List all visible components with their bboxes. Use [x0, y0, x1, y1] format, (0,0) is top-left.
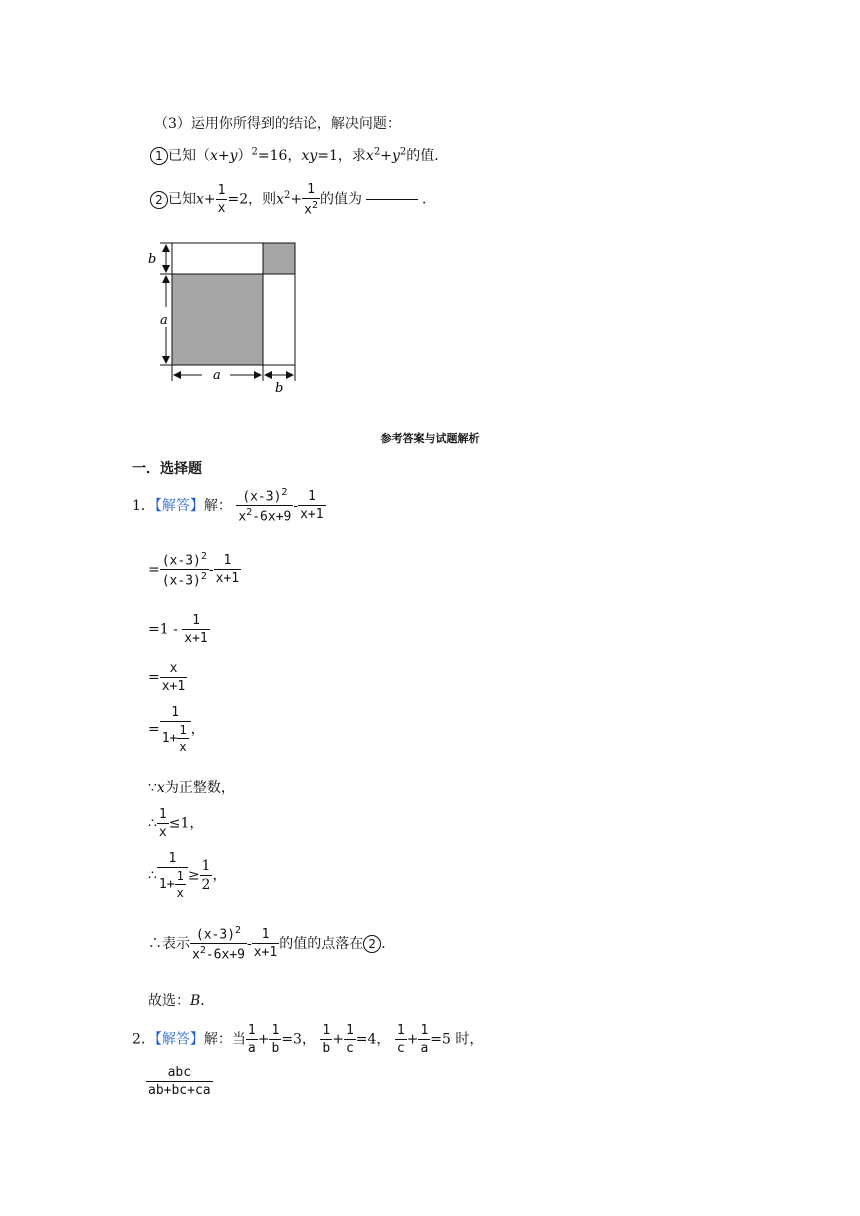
q3-item1: 1 已知$(x+y)^2=16$，xy=1，求$x^2+y^2$的值． — [150, 145, 448, 165]
fraction: $\frac{1}{b}$ — [271, 1023, 280, 1056]
fraction: $\frac{1}{x+1}$ — [184, 613, 208, 646]
section-heading: 一．选择题 — [132, 461, 202, 477]
label-a-left: a — [160, 313, 168, 328]
q1-because: ∵x为正整数， — [148, 780, 235, 796]
fraction: $\frac{1}{b}$ — [322, 1023, 331, 1056]
fraction: $\frac{(x-3)^2}{x^2-6x+9}$ — [238, 487, 292, 525]
q1-step-2: =1 - $\frac{1}{x+1}$ — [148, 613, 208, 646]
label-a-bottom: a — [213, 368, 221, 383]
fraction: $\frac{1}{2}$ — [201, 858, 211, 893]
answer-tag: 【解答】 — [154, 497, 204, 514]
fraction: 1 1+ $\frac{1}{x}$ — [157, 852, 188, 899]
q2-first-line: 2．【解答】解：当 $\frac{1}{a}$ + $\frac{1}{b}$ =3， $\frac{1}{b}$ + $\frac{1}{c}$ =4， $\frac{1}{c}$ + $\frac{1}{a}$ =5 时， — [132, 1023, 484, 1056]
fraction: $\frac{x}{x+1}$ — [161, 661, 186, 694]
fraction: $\frac{1}{x+1}$ — [300, 489, 324, 523]
circled-number-2: 2 — [150, 191, 168, 209]
fraction: $\frac{1}{c}$ — [396, 1023, 405, 1056]
answer-tag: 【解答】 — [154, 1031, 204, 1048]
shaded-a-square — [172, 274, 263, 365]
q1-step-3: = $\frac{x}{x+1}$ — [148, 661, 186, 694]
fraction: $\frac{1}{x+1}$ — [253, 927, 278, 961]
fraction: 1 1+ $\frac{1}{x}$ — [160, 706, 191, 753]
square-diagram — [140, 235, 310, 395]
q1-step-4: = 1 1+ $\frac{1}{x}$ ， — [148, 705, 205, 754]
fraction: $\frac{1}{c}$ — [345, 1023, 354, 1056]
shaded-b-square — [263, 243, 295, 274]
answer-blank — [366, 199, 418, 200]
q3-item2: 2 已知x+ $\frac{1}{x}$ =2，则$x^2+$ $\frac{1}{x^2}$ 的值为 ． — [150, 183, 436, 216]
q1-therefore-1: ∴ $\frac{1}{x}$ ≤1， — [148, 807, 204, 840]
q1-therefore-2: ∴ 1 1+ $\frac{1}{x}$ ≥ $\frac{1}{2}$ ， — [148, 851, 227, 900]
label-b-bottom: b — [275, 381, 284, 395]
circled-number-1: 1 — [150, 147, 168, 165]
fraction: $\frac{\text{abc}}{ab+bc+ca}$ — [148, 1065, 211, 1098]
circled-number-2: 2 — [363, 935, 381, 953]
answers-title: 参考答案与试题解析 — [380, 432, 480, 445]
q1-first-line: 1．【解答】解： $\frac{(x-3)^2}{x^2-6x+9}$ - $\frac{1}{x+1}$ — [132, 487, 324, 525]
fraction: $\frac{(x-3)^2}{x^2-6x+9}$ — [192, 925, 245, 963]
q2-expression — [146, 1066, 213, 1097]
fraction: $\frac{(x-3)^2}{(x-3)^2}$ — [161, 551, 207, 589]
fraction: $\frac{1}{x+1}$ — [215, 553, 240, 587]
q1-step-1: = $\frac{(x-3)^2}{(x-3)^2}$ - $\frac{1}{x+1}$ — [148, 551, 240, 589]
q1-choice: 故选：B． — [148, 993, 215, 1009]
label-b-left: b — [148, 252, 157, 267]
fraction: $\frac{1}{a}$ — [247, 1023, 256, 1056]
q1-therefore-3: ∴表示 $\frac{(x-3)^2}{x^2-6x+9}$ - $\frac{1}{x+1}$ 的值的点落在 2 ． — [148, 925, 396, 963]
fraction: $\frac{1}{x}$ — [158, 807, 167, 840]
fraction: $\frac{1}{x}$ — [217, 183, 226, 217]
fraction: $\frac{1}{x^2}$ — [304, 182, 318, 218]
fraction: $\frac{1}{a}$ — [420, 1023, 429, 1056]
q3-intro: （3）运用你所得到的结论，解决问题： — [154, 116, 401, 132]
